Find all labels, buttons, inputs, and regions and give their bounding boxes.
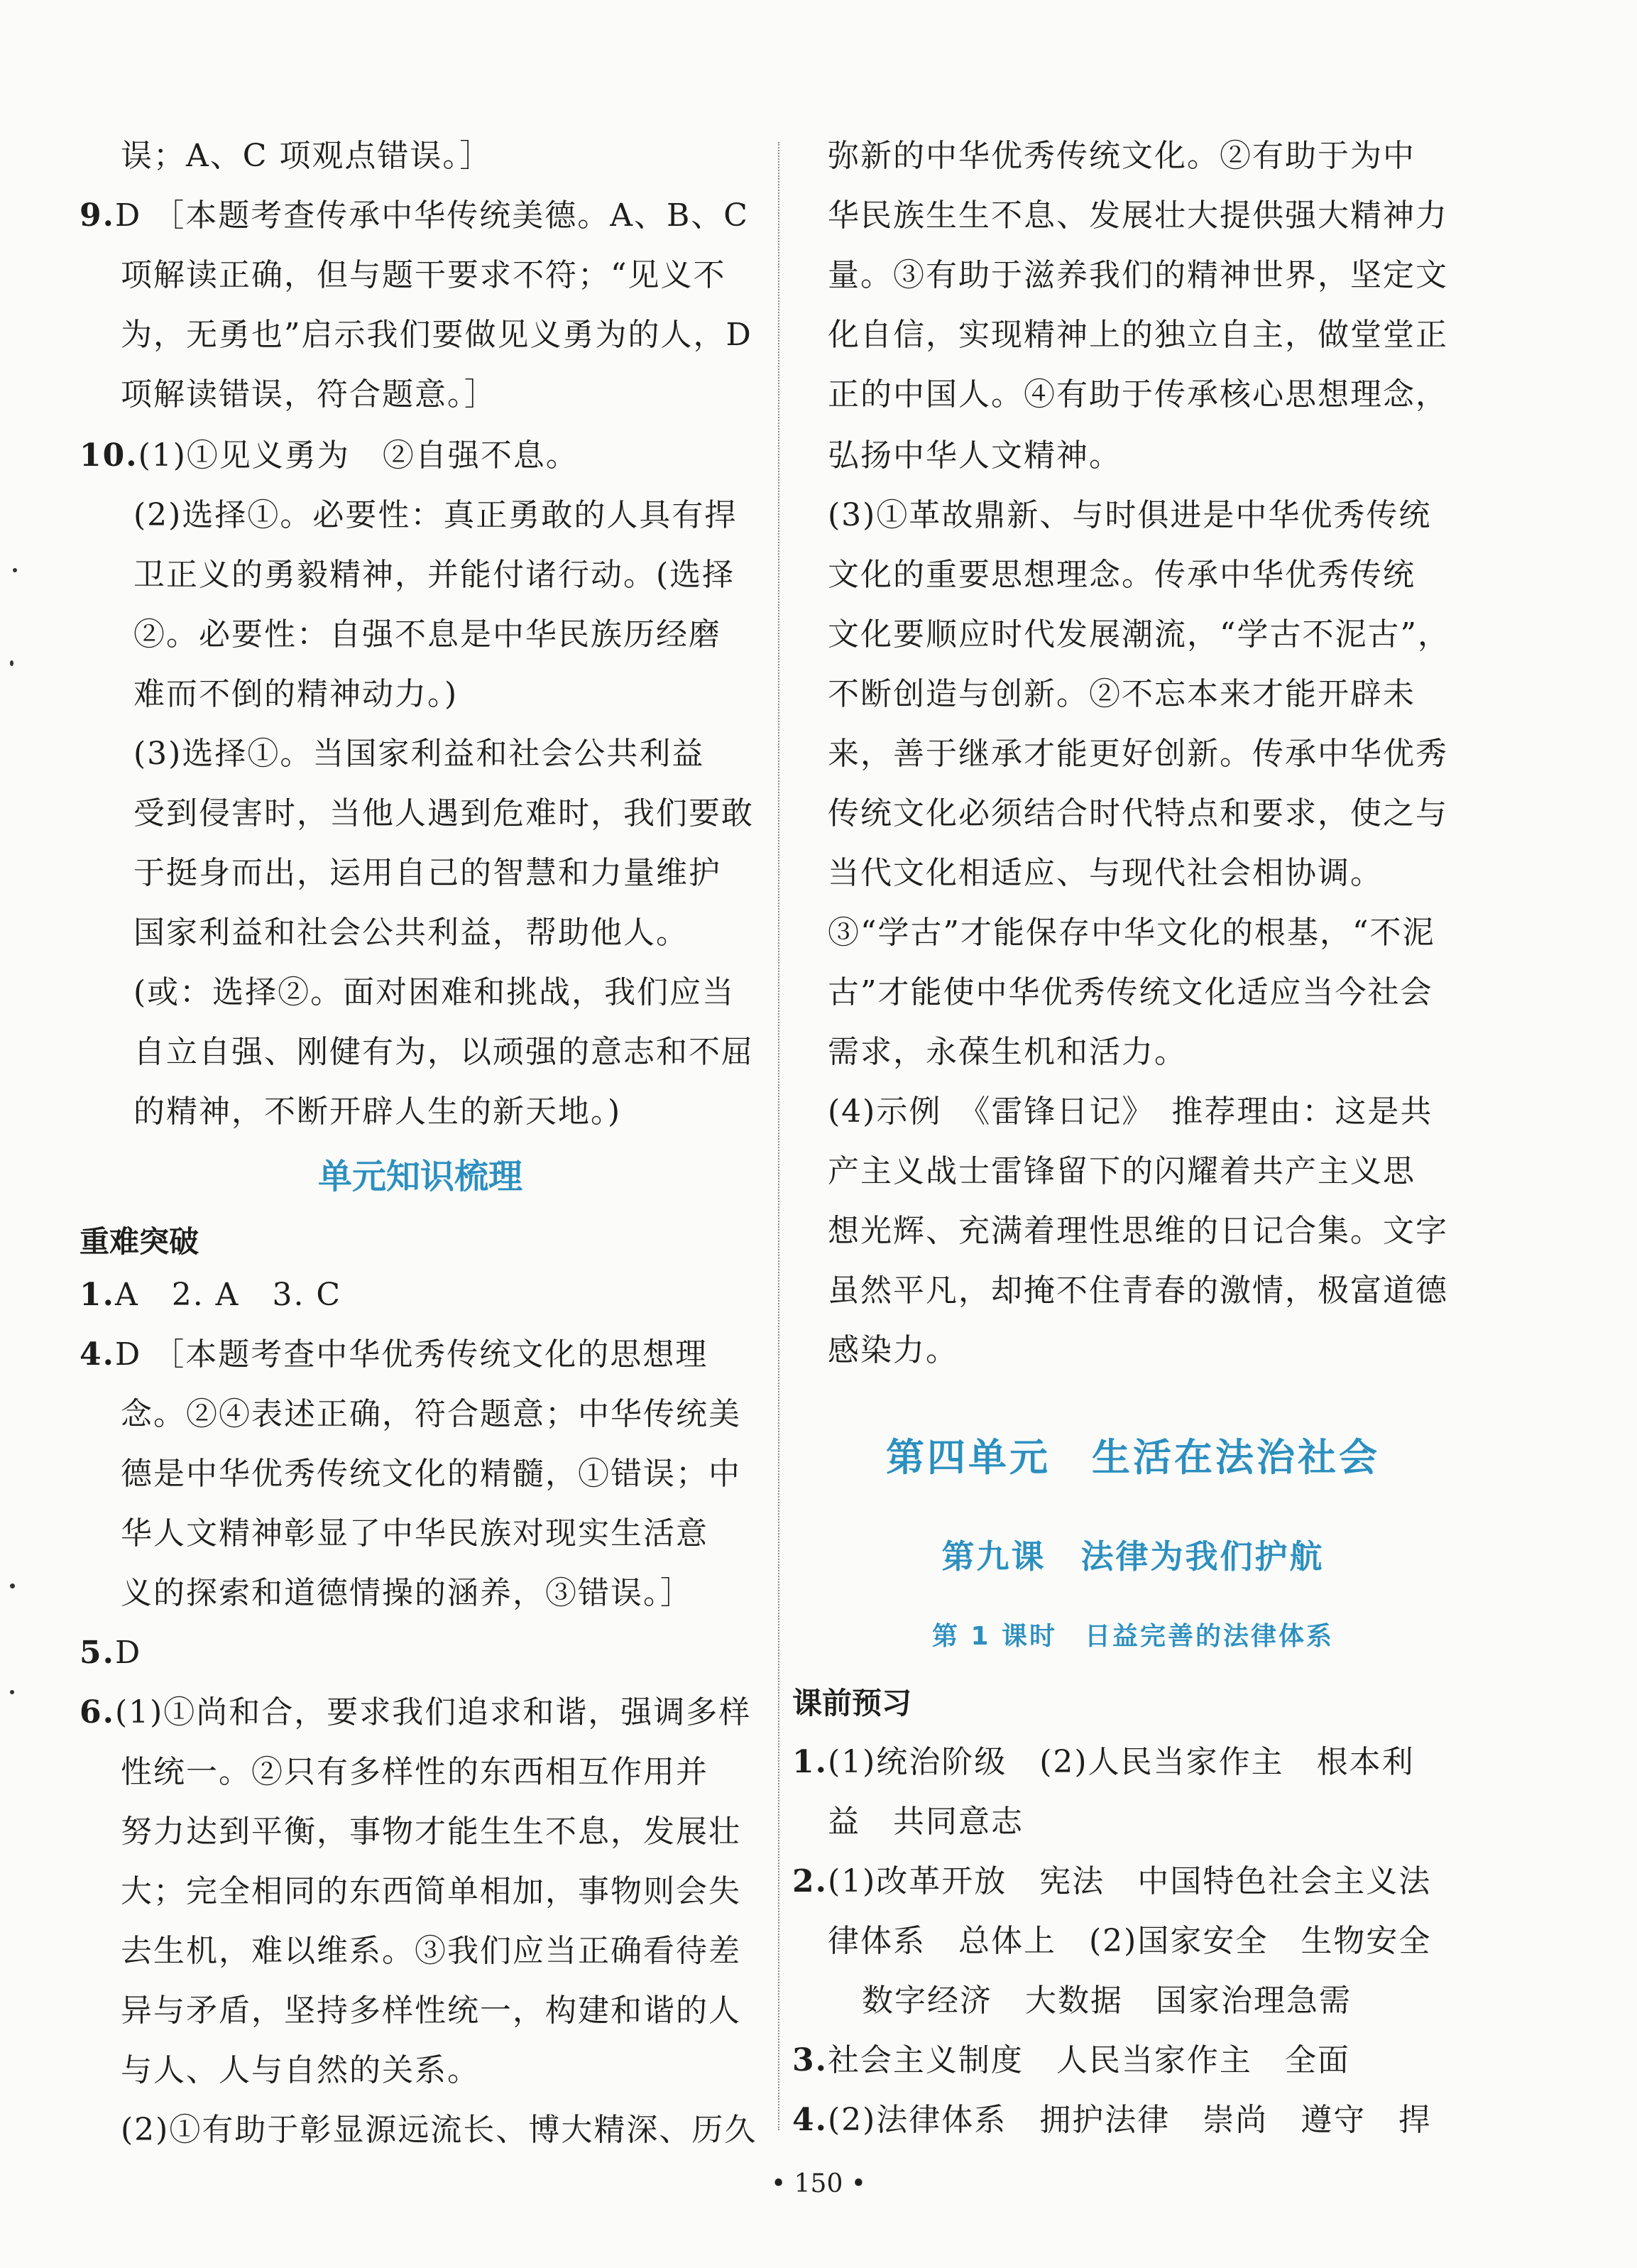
question-number: 2.	[792, 1863, 828, 1899]
answer-text: 虽然平凡，却掩不住青春的激情，极富道德	[828, 1272, 1448, 1309]
answer-text: D ［本题考查传承中华传统美德。A、B、C	[114, 197, 749, 234]
answer-text: (1)统治阶级 (2)人民当家作主 根本利	[827, 1744, 1415, 1780]
answer-text: 国家利益和社会公共利益，帮助他人。	[133, 915, 689, 951]
answer-text: 受到侵害时，当他人遇到危难时，我们要敢	[133, 795, 754, 832]
answer-text: 华民族生生不息、发展壮大提供强大精神力	[828, 197, 1448, 234]
text-line	[121, 1572, 693, 1615]
answer-text: 传统文化必须结合时代特点和要求，使之与	[828, 795, 1448, 832]
text-line	[133, 733, 704, 775]
text-line	[828, 1210, 1448, 1253]
answer-text: 卫正义的勇毅精神，并能付诸行动。(选择	[133, 557, 735, 593]
answer-text: 义的探索和道德情操的涵养，③错误。］	[121, 1575, 693, 1611]
answer-line	[80, 1632, 141, 1674]
section-heading: 第四单元 生活在法治社会	[886, 1435, 1380, 1480]
answer-text: (或：选择②。面对困难和挑战，我们应当	[133, 974, 735, 1010]
text-line	[121, 374, 497, 416]
answer-text: 文化的重要思想理念。传承中华优秀传统	[828, 557, 1416, 593]
answer-text: 项解读错误，符合题意。］	[121, 376, 497, 413]
text-line	[121, 1990, 741, 2032]
text-line	[121, 1393, 741, 1436]
answer-line	[792, 2099, 1431, 2142]
text-line	[828, 792, 1448, 835]
answer-text: (1)①尚和合，要求我们追求和谐，强调多样	[114, 1694, 752, 1730]
text-line	[133, 792, 754, 835]
answer-text: 于挺身而出，运用自己的智慧和力量维护	[133, 855, 721, 891]
answer-line	[792, 2039, 1350, 2082]
answer-text: 不断创造与创新。②不忘本来才能开辟未	[828, 676, 1416, 712]
text-line	[828, 673, 1416, 716]
answer-line	[80, 1274, 341, 1316]
answer-text: D	[114, 1635, 142, 1671]
answer-text: 异与矛盾，坚持多样性统一，构建和谐的人	[121, 1992, 741, 2029]
text-line	[828, 1801, 1024, 1843]
question-number: 3.	[792, 2042, 828, 2078]
text-line	[121, 2109, 757, 2152]
answer-line	[792, 1741, 1415, 1784]
answer-text: 数字经济 大数据 国家治理急需	[862, 1983, 1352, 2019]
answer-text: (1)①见义勇为 ②自强不息。	[138, 437, 579, 474]
answer-text: 误；A、C 项观点错误。］	[121, 138, 493, 174]
answer-text: 古”才能使中华优秀传统文化适应当今社会	[828, 974, 1433, 1010]
text-line	[121, 135, 492, 178]
section-heading: 第九课 法律为我们护航	[941, 1537, 1325, 1576]
text-line	[828, 852, 1383, 895]
text-line	[133, 554, 735, 596]
answer-text: 弘扬中华人文精神。	[828, 437, 1122, 474]
answer-text: D ［本题考查中华优秀传统文化的思想理	[114, 1336, 708, 1373]
question-number: 4.	[792, 2102, 828, 2138]
text-line	[828, 195, 1448, 237]
answer-text: 念。②④表述正确，符合题意；中华传统美	[121, 1396, 741, 1432]
text-line	[828, 1091, 1433, 1133]
text-line	[828, 912, 1435, 954]
answer-text: 的精神，不断开辟人生的新天地。)	[133, 1094, 622, 1130]
text-line	[862, 1980, 1352, 2022]
text-line	[133, 673, 458, 716]
answer-text: 努力达到平衡，事物才能生生不息，发展壮	[121, 1814, 741, 1850]
answer-text: 与人、人与自然的关系。	[121, 2052, 480, 2088]
text-line	[121, 1453, 741, 1495]
answer-line	[80, 435, 579, 477]
answer-text: 弥新的中华优秀传统文化。②有助于为中	[828, 138, 1416, 174]
text-line	[121, 1811, 741, 1853]
answer-text: (3)①革故鼎新、与时俱进是中华优秀传统	[828, 497, 1432, 533]
text-line	[828, 254, 1448, 297]
column-divider	[778, 142, 781, 2130]
text-line	[121, 1870, 741, 1913]
text-line	[828, 554, 1416, 596]
text-line	[828, 1031, 1187, 1074]
answer-text: 社会主义制度 人民当家作主 全面	[827, 2042, 1350, 2078]
text-line	[828, 1329, 958, 1372]
scan-speck	[10, 1690, 14, 1694]
text-line	[133, 1091, 621, 1133]
text-line	[121, 1751, 708, 1794]
question-number: 4.	[80, 1336, 115, 1373]
answer-text: 项解读正确，但与题干要求不符；“见义不	[121, 257, 726, 293]
answer-text: 化自信，实现精神上的独立自主，做堂堂正	[828, 317, 1448, 353]
answer-text: 产主义战士雷锋留下的闪耀着共产主义思	[828, 1153, 1416, 1189]
text-line	[133, 852, 721, 895]
answer-text: 华人文精神彰显了中华民族对现实生活意	[121, 1515, 708, 1552]
text-line	[121, 1930, 741, 1973]
answer-text: 需求，永葆生机和活力。	[828, 1034, 1187, 1070]
text-line	[828, 374, 1448, 416]
answer-text: 感染力。	[828, 1332, 958, 1368]
question-number: 1.	[792, 1744, 828, 1780]
text-line	[133, 614, 721, 656]
question-number: 1.	[80, 1277, 115, 1313]
answer-text: (2)①有助于彰显源远流长、博大精深、历久	[121, 2112, 757, 2148]
section-heading: 第 1 课时 日益完善的法律体系	[931, 1622, 1335, 1651]
answer-line	[80, 1334, 708, 1376]
text-line	[133, 1031, 754, 1074]
question-number: 6.	[80, 1694, 115, 1730]
answer-text: (1)改革开放 宪法 中国特色社会主义法	[827, 1863, 1432, 1899]
text-line	[121, 254, 726, 297]
section-heading: 单元知识梳理	[317, 1157, 522, 1196]
answer-text: 性统一。②只有多样性的东西相互作用并	[121, 1754, 708, 1790]
answer-text: 文化要顺应时代发展潮流，“学古不泥古”，	[828, 616, 1450, 653]
answer-text: 正的中国人。④有助于传承核心思想理念，	[828, 376, 1448, 413]
text-line	[133, 912, 689, 954]
subsection-title: 重难突破	[80, 1224, 199, 1259]
scan-speck	[13, 568, 17, 572]
answer-text: 自立自强、刚健有为，以顽强的意志和不屈	[133, 1034, 754, 1070]
text-line	[133, 494, 737, 537]
answer-text: 益 共同意志	[828, 1804, 1024, 1840]
answer-text: 量。③有助于滋养我们的精神世界，坚定文	[828, 257, 1448, 293]
answer-text: 当代文化相适应、与现代社会相协调。	[828, 855, 1383, 891]
answer-text: 德是中华优秀传统文化的精髓，①错误；中	[121, 1456, 741, 1492]
answer-text: (2)选择①。必要性：真正勇敢的人具有捍	[133, 497, 738, 533]
text-line	[133, 971, 735, 1014]
answer-text: 为，无勇也”启示我们要做见义勇为的人，D	[121, 317, 752, 353]
text-line	[828, 733, 1448, 775]
text-line	[828, 135, 1416, 178]
answer-text: ③“学古”才能保存中华文化的根基，“不泥	[828, 915, 1435, 951]
answer-text: 来，善于继承才能更好创新。传承中华优秀	[828, 736, 1448, 772]
text-line	[828, 435, 1122, 477]
answer-text: (3)选择①。当国家利益和社会公共利益	[133, 736, 705, 772]
scan-speck	[10, 1583, 15, 1588]
answer-text: (4)示例 《雷锋日记》 推荐理由：这是共	[828, 1094, 1433, 1130]
answer-line	[80, 1691, 751, 1734]
answer-line	[792, 1860, 1431, 1903]
text-line	[828, 1270, 1448, 1312]
text-line	[828, 314, 1448, 356]
scan-speck	[10, 660, 13, 666]
answer-text: 去生机，难以维系。③我们应当正确看待差	[121, 1933, 741, 1969]
text-line	[121, 314, 752, 356]
text-line	[828, 1150, 1416, 1193]
question-number: 10.	[80, 437, 138, 474]
answer-text: (2)法律体系 拥护法律 崇尚 遵守 捍	[827, 2102, 1432, 2138]
answer-text: 大；完全相同的东西简单相加，事物则会失	[121, 1873, 741, 1909]
text-line	[828, 1920, 1431, 1963]
question-number: 9.	[80, 197, 115, 234]
text-line	[121, 2049, 480, 2092]
question-number: 5.	[80, 1635, 115, 1671]
answer-text: 律体系 总体上 (2)国家安全 生物安全	[828, 1923, 1432, 1959]
answer-text: A 2. A 3. C	[114, 1277, 342, 1313]
page-number: • 150 •	[770, 2169, 867, 2198]
answer-text: ②。必要性：自强不息是中华民族历经磨	[133, 616, 721, 653]
answer-line	[80, 195, 749, 237]
answer-text: 难而不倒的精神动力。)	[133, 676, 459, 712]
text-line	[828, 971, 1433, 1014]
text-line	[828, 614, 1450, 656]
subsection-title: 课前预习	[792, 1686, 912, 1721]
text-line	[121, 1512, 708, 1555]
text-line	[828, 494, 1431, 537]
answer-text: 想光辉、充满着理性思维的日记合集。文字	[828, 1213, 1448, 1249]
